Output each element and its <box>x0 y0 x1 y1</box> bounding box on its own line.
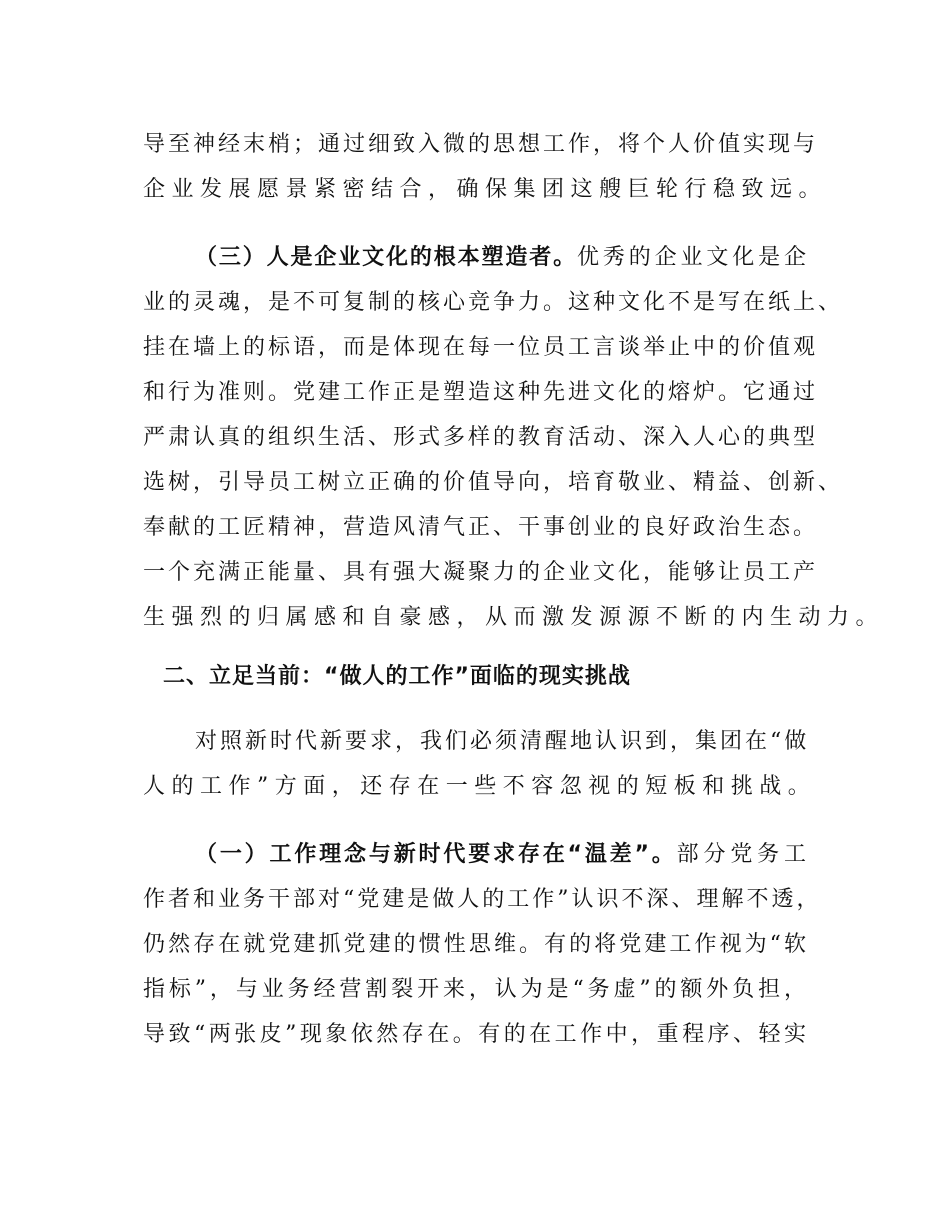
document-page <box>143 122 885 1057</box>
text-line: 一个充满正能量、具有强大凝聚力的企业文化，能够让员工产 <box>143 560 819 585</box>
text-line: 仍然存在就党建抓党建的惯性思维。有的将党建工作视为“软 <box>143 932 809 957</box>
paragraph-continuation <box>143 122 828 212</box>
section-heading-2: 二、立足当前：“做人的工作”面临的现实挑战 <box>163 664 631 689</box>
text-line: 挂在墙上的标语，而是体现在每一位员工言谈举止中的价值观 <box>143 335 819 360</box>
text-line: 作者和业务干部对“党建是做人的工作”认识不深、理解不透， <box>143 887 822 912</box>
text-line: 企业发展愿景紧密结合，确保集团这艘巨轮行稳致远。 <box>143 177 828 202</box>
text-line: 业的灵魂，是不可复制的核心竞争力。这种文化不是写在纸上、 <box>143 290 844 315</box>
text-line: 选树，引导员工树立正确的价值导向，培育敬业、精益、创新、 <box>143 470 844 495</box>
text-line: 和行为准则。党建工作正是塑造这种先进文化的熔炉。它通过 <box>143 380 819 405</box>
subsection-heading-1: （一）工作理念与新时代要求存在“温差”。 <box>195 842 677 867</box>
paragraph-culture <box>143 235 885 640</box>
text-line: 生强烈的归属感和自豪感，从而激发源源不断的内生动力。 <box>143 605 885 630</box>
text-line: 导至神经末梢；通过细致入微的思想工作，将个人价值实现与 <box>143 132 819 157</box>
text-line <box>143 235 809 280</box>
text-line: 人的工作”方面，还存在一些不容忽视的短板和挑战。 <box>143 774 817 799</box>
text-line: 严肃认真的组织生活、形式多样的教育活动、深入人心的典型 <box>143 425 819 450</box>
paragraph-intro <box>143 719 817 809</box>
text-run: 优秀的企业文化是企 <box>576 245 809 270</box>
text-line: 指标”，与业务经营割裂开来，认为是“务虚”的额外负担， <box>143 977 809 1002</box>
paragraph-concept-gap <box>143 832 822 1057</box>
text-run: 部分党务工 <box>676 842 809 867</box>
text-line: 奉献的工匠精神，营造风清气正、干事创业的良好政治生态。 <box>143 515 819 540</box>
text-line: 导致“两张皮”现象依然存在。有的在工作中，重程序、轻实 <box>143 1022 809 1047</box>
text-line: 对照新时代新要求，我们必须清醒地认识到，集团在“做 <box>195 729 810 754</box>
text-line <box>143 832 809 877</box>
section-heading-3: （三）人是企业文化的根本塑造者。 <box>195 245 577 270</box>
